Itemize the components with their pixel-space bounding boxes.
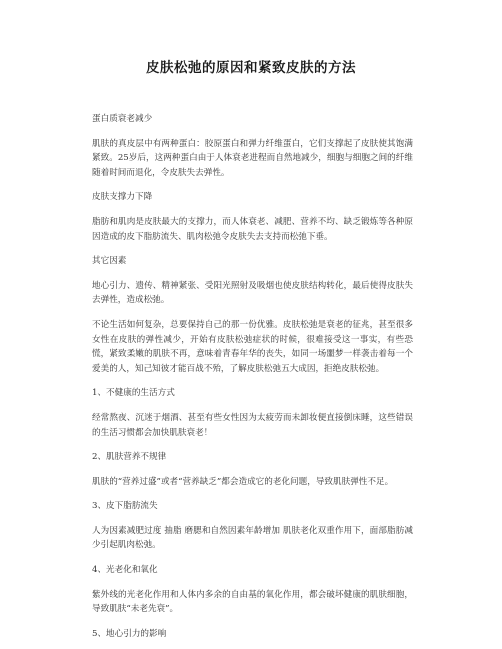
heading-protein-decrease: 蛋白质衰老减少 <box>92 114 153 124</box>
heading-item-5: 5、地心引力的影响 <box>92 628 167 639</box>
paragraph-item-1: 经常熬夜、沉迷于烟酒、甚至有些女性因为太疲劳而未卸妆便直接倒床睡，这些错误的生活习惯都会加快肌肤衰老！ <box>92 412 413 438</box>
heading-support-decline: 皮肤支撑力下降 <box>92 192 153 203</box>
heading-other-factors: 其它因素 <box>92 256 127 267</box>
paragraph-protein: 肌肤的真皮层中有两种蛋白：胶原蛋白和弹力纤维蛋白，它们支撑起了皮肤使其饱满紧致。25岁后，这两种蛋白由于人体衰老进程而自然地减少，细胞与细胞之间的纤维随着时间而退化，令皮肤失去弹性。 <box>92 138 413 178</box>
document-body <box>92 112 413 641</box>
paragraph-support: 脂肪和肌肉是皮肤最大的支撑力，而人体衰老、减肥、营养不均、缺乏锻炼等各种原因造成的皮下脂肪流失、肌肉松弛令皮肤失去支持而松弛下垂。 <box>92 216 413 242</box>
paragraph-item-3: 人为因素减肥过度 抽脂 磨腮和自然因素年龄增加 肌肤老化双重作用下，面部脂肪减少引起肌肉松弛。 <box>92 525 413 551</box>
heading-item-3: 3、皮下脂肪流失 <box>92 501 158 512</box>
heading-item-1: 1、不健康的生活方式 <box>92 388 175 399</box>
paragraph-item-2: 肌肤的“营养过盛”或者“营养缺乏”都会造成它的老化问题，导致肌肤弹性不足。 <box>92 476 394 487</box>
document-title: 皮肤松弛的原因和紧致皮肤的方法 <box>146 60 356 76</box>
paragraph-item-4: 紫外线的光老化作用和人体内多余的自由基的氧化作用，都会破坏健康的肌肤细胞，导致肌肤“未老先衰”。 <box>92 589 413 615</box>
heading-item-4: 4、光老化和氧化 <box>92 565 158 576</box>
paragraph-intro: 不论生活如何复杂，总要保持自己的那一份优雅。皮肤松弛是衰老的征兆，甚至很多女性在皮肤的弹性减少，开始有皮肤松弛症状的时候，很难接受这一事实，有些恐慌，紧致柔嫩的肌肤不再，意味着青春年华的丧失，如同一场噩梦一样袭击着每一个爱美的人，知己知彼才能百战不殆，了解皮肤松弛五大成因，拒绝皮肤松弛。 <box>92 319 413 374</box>
paragraph-other-factors: 地心引力、遗传、精神紧张、受阳光照射及吸烟也使皮肤结构转化，最后使得皮肤失去弹性，造成松弛。 <box>92 280 413 306</box>
heading-item-2: 2、肌肤营养不规律 <box>92 452 167 463</box>
